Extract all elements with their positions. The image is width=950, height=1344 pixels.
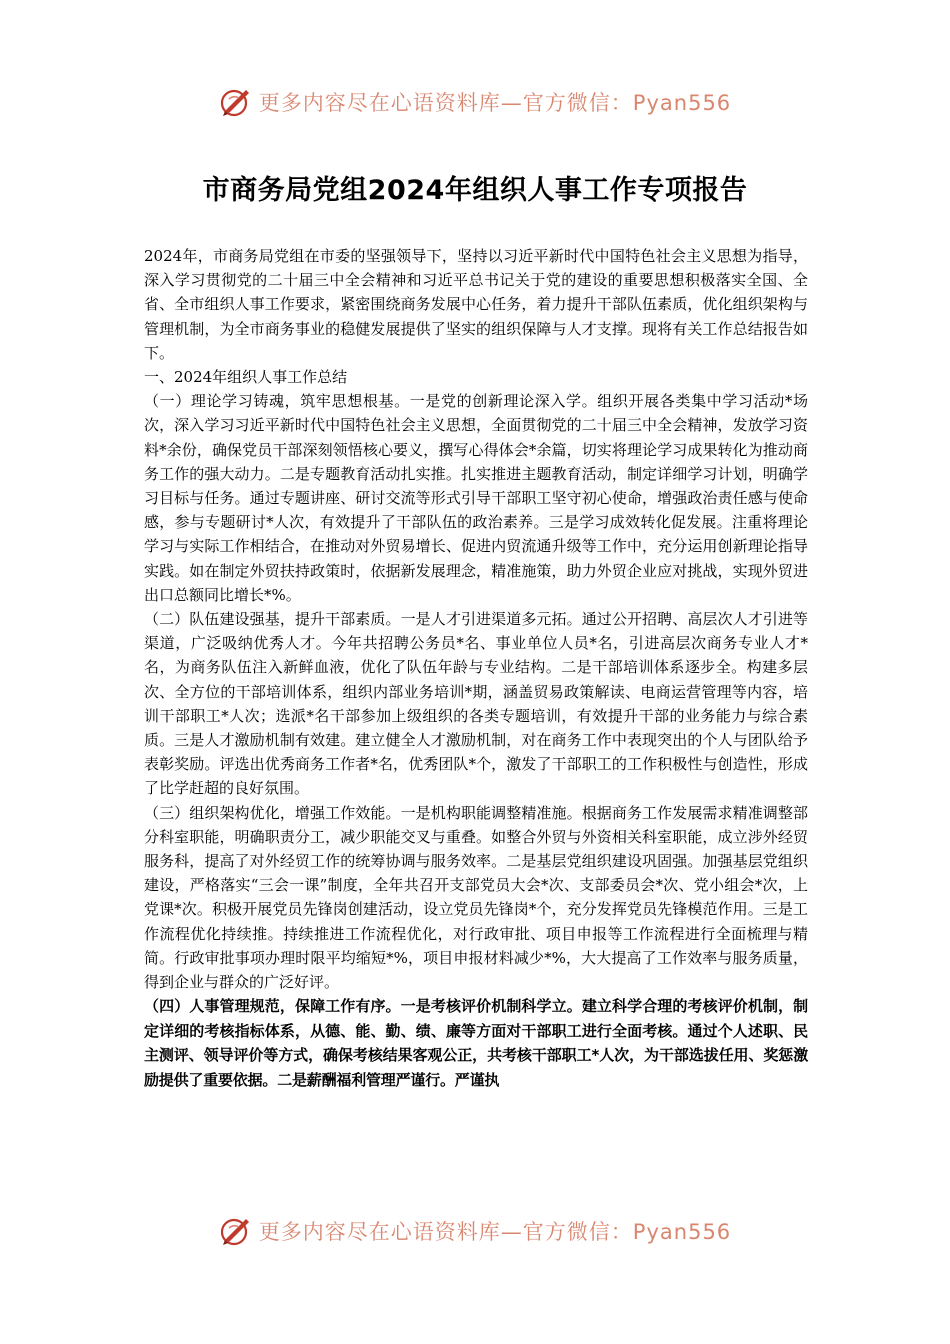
paragraph-organization: （三）组织架构优化，增强工作效能。一是机构职能调整精准施。根据商务工作发展需求精准调整部分科室职能，明确职责分工，减少职能交叉与重叠。如整合外贸与外资相关科室职能，成立涉外经贸服务科，提高了对外经贸工作的统筹协调与服务效率。二是基层党组织建设巩固强。加强基层党组织建设，严格落实“三会一课”制度，全年共召开支部党员大会*次、支部委员会*次、党小组会*次，上党课*次。积极开展党员先锋岗创建活动，设立党员先锋岗*个，充分发挥党员先锋模范作用。三是工作流程优化持续推。持续推进工作流程优化，对行政审批、项目申报等工作流程进行全面梳理与精简。行政审批事项办理时限平均缩短*%，项目申报材料减少*%，大大提高了工作效率与服务质量，得到企业与群众的广泛好评。 [144,803,808,992]
paragraph-team-building: （二）队伍建设强基，提升干部素质。一是人才引进渠道多元拓。通过公开招聘、高层次人才引进等渠道，广泛吸纳优秀人才。今年共招聘公务员*名、事业单位人员*名，引进高层次商务专业人才*名，为商务队伍注入新鲜血液，优化了队伍年龄与专业结构。二是干部培训体系逐步全。构建多层次、全方位的干部培训体系，组织内部业务培训*期，涵盖贸易政策解读、电商运营管理等内容，培训干部职工*人次；选派*名干部参加上级组织的各类专题培训，有效提升干部的业务能力与综合素质。三是人才激励机制有效建。建立健全人才激励机制，对在商务工作中表现突出的个人与团队给予表彰奖励。评选出优秀商务工作者*名，优秀团队*个，激发了干部职工的工作积极性与创造性，形成了比学赶超的良好氛围。 [144,610,808,798]
watermark-banner-top [0,82,950,122]
watermark-text: 更多内容尽在心语资料库—官方微信：Pyan556 [258,1220,732,1244]
section-heading: 一、2024年组织人事工作总结 [144,368,348,387]
watermark-text: 更多内容尽在心语资料库—官方微信：Pyan556 [258,91,732,115]
watermark-banner-bottom [0,1211,950,1251]
paragraph-personnel-management: （四）人事管理规范，保障工作有序。一是考核评价机制科学立。建立科学合理的考核评价机制，制定详细的考核指标体系，从德、能、勤、绩、廉等方面对干部职工进行全面考核。通过个人述职、民主测评、领导评价等方式，确保考核结果客观公正，共考核干部职工*人次，为干部选拔任用、奖惩激励提供了重要依据。二是薪酬福利管理严谨行。严谨执 [144,997,808,1089]
intro-paragraph: 2024年，市商务局党组在市委的坚强领导下，坚持以习近平新时代中国特色社会主义思想为指导，深入学习贯彻党的二十届三中全会精神和习近平总书记关于党的建设的重要思想积极落实全国、全省、全市组织人事工作要求，紧密围绕商务发展中心任务，着力提升干部队伍素质，优化组织架构与管理机制，为全市商务事业的稳健发展提供了坚实的组织保障与人才支撑。现将有关工作总结报告如下。 [144,247,808,362]
pen-logo-icon [219,1214,253,1248]
pen-logo-icon [219,85,253,119]
document-body [144,244,808,1092]
paragraph-theory-study: （一）理论学习铸魂，筑牢思想根基。一是党的创新理论深入学。组织开展各类集中学习活动*场次，深入学习习近平新时代中国特色社会主义思想，全面贯彻党的二十届三中全会精神，发放学习资料*余份，确保党员干部深刻领悟核心要义，撰写心得体会*余篇，切实将理论学习成果转化为推动商务工作的强大动力。二是专题教育活动扎实推。扎实推进主题教育活动，制定详细学习计划，明确学习目标与任务。通过专题讲座、研讨交流等形式引导干部职工坚守初心使命，增强政治责任感与使命感，参与专题研讨*人次，有效提升了干部队伍的政治素养。三是学习成效转化促发展。注重将理论学习与实际工作相结合，在推动对外贸易增长、促进内贸流通升级等工作中，充分运用创新理论指导实践。如在制定外贸扶持政策时，依据新发展理念，精准施策，助力外贸企业应对挑战，实现外贸进出口总额同比增长*%。 [144,392,808,604]
document-title: 市商务局党组2024年组织人事工作专项报告 [202,175,748,207]
